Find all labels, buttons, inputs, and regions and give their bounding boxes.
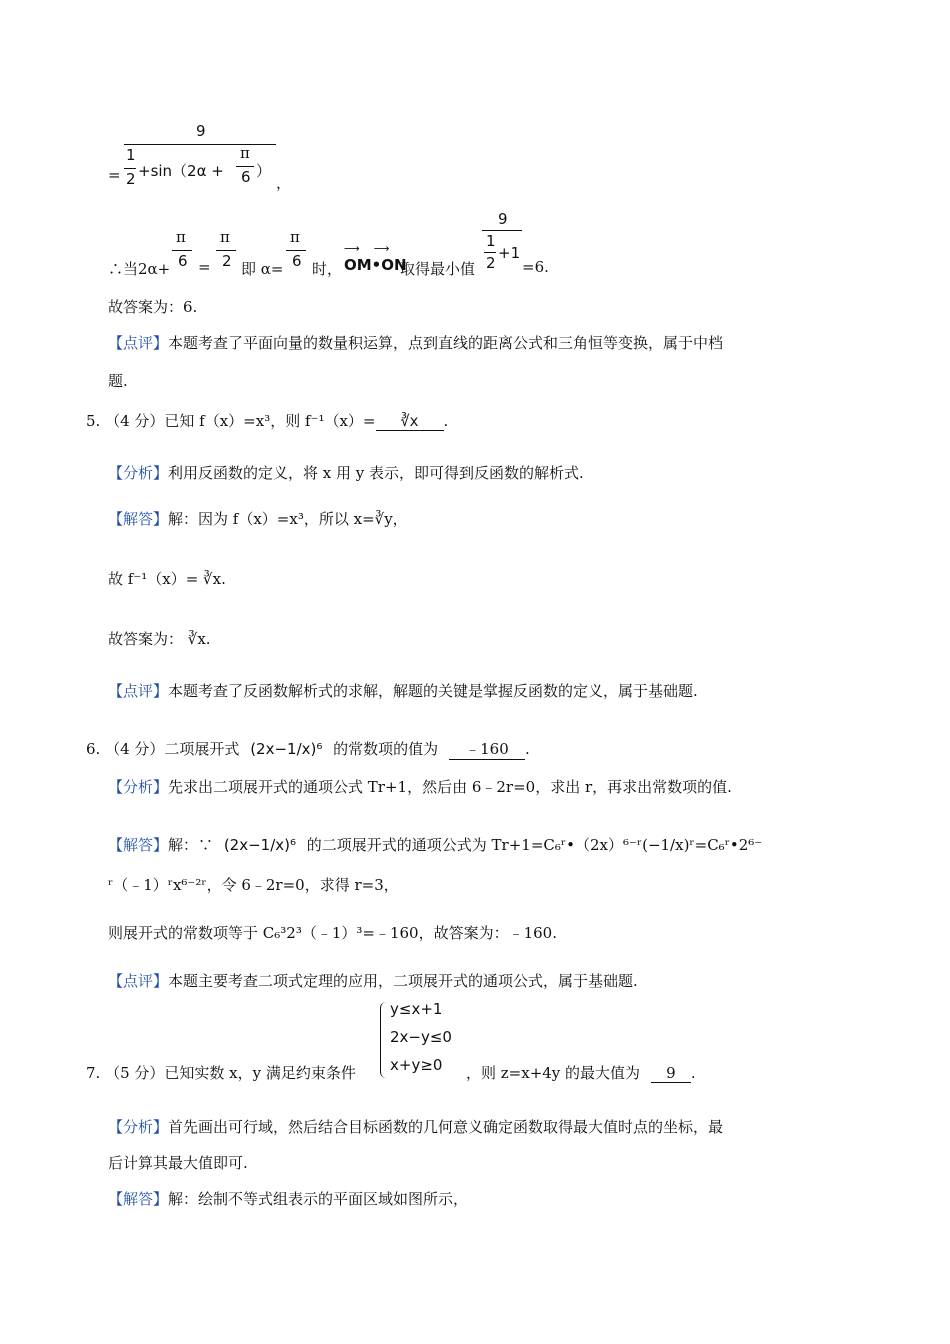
q6-answer-blank: ﹣160 xyxy=(449,738,525,760)
q7-analysis-text: 首先画出可行域，然后结合目标函数的几何意义确定函数取得最大值时点的坐标，最 xyxy=(168,1118,724,1136)
q6-line-3: 则展开式的常数项等于 C₆³2³（﹣1）³=﹣160，故答案为：﹣160. xyxy=(108,924,557,942)
therefore-pi1: π xyxy=(176,228,186,246)
comment-1 xyxy=(108,332,723,353)
q5-num: 5. xyxy=(86,412,101,430)
question-6 xyxy=(86,738,530,760)
comment-1-tag: 【点评】 xyxy=(108,334,169,352)
q6-comment xyxy=(108,970,638,991)
therefore-mbar xyxy=(482,230,522,231)
top-half-den: 2 xyxy=(126,170,136,188)
therefore-pi2: π xyxy=(220,228,230,246)
q7-text-b: ，则 z=x+4y 的最大值为 xyxy=(466,1064,641,1082)
therefore-bar1 xyxy=(172,250,192,251)
q6-analysis xyxy=(108,776,732,797)
q6-end: . xyxy=(524,740,530,758)
top-frac-numerator: 9 xyxy=(196,122,206,140)
q6-solution-b: 的二项展开式的通项公式为 Tr+1=C₆ʳ•（2x）⁶⁻ʳ(−1/x)ʳ=C₆ʳ•2⁶⁻ xyxy=(306,836,763,854)
top-eq: = xyxy=(108,166,121,184)
q5-comment-tag: 【点评】 xyxy=(108,682,169,700)
q6-analysis-tag: 【分析】 xyxy=(108,778,169,796)
q7-brace xyxy=(380,1002,387,1078)
q5-analysis-tag: 【分析】 xyxy=(108,464,169,482)
top-close: ） xyxy=(256,162,272,180)
answer-line-1: 故答案为：6. xyxy=(108,298,198,316)
question-7-b xyxy=(466,1062,696,1083)
q7-num: 7. xyxy=(86,1064,101,1082)
therefore-shi: 时， xyxy=(312,260,343,278)
therefore-mden-den: 2 xyxy=(486,254,496,272)
q5-text: （4 分）已知 f（x）=x³，则 f⁻¹（x）= xyxy=(105,412,376,430)
q6-solution xyxy=(108,834,762,855)
q5-line-3: 故答案为： ∛x. xyxy=(108,630,211,648)
therefore-d3: 6 xyxy=(292,252,302,270)
therefore-mnum: 9 xyxy=(498,210,508,228)
comment-1-cont: 题. xyxy=(108,372,128,390)
q7-end: . xyxy=(690,1064,696,1082)
q7-answer-blank: 9 xyxy=(651,1064,691,1083)
therefore-lead: ∴当2α+ xyxy=(108,260,171,278)
top-half-bar xyxy=(124,168,136,169)
q6-num: 6. xyxy=(86,740,101,758)
q7-constraint-2: 2x−y≤0 xyxy=(390,1028,452,1046)
q5-line-2: 故 f⁻¹（x）= ∛x. xyxy=(108,570,226,588)
q7-solution-tag: 【解答】 xyxy=(108,1190,169,1208)
q6-comment-tag: 【点评】 xyxy=(108,972,169,990)
q7-constraints xyxy=(380,1000,470,1084)
therefore-min: 取得最小值 xyxy=(400,260,476,278)
comment-1-text: 本题考查了平面向量的数量积运算，点到直线的距离公式和三角恒等变换，属于中档 xyxy=(168,334,724,352)
q6-line-2: ʳ（﹣1）ʳx⁶⁻²ʳ，令 6﹣2r=0，求得 r=3， xyxy=(108,876,399,894)
top-six: 6 xyxy=(241,168,251,186)
therefore-result: =6. xyxy=(522,258,549,276)
therefore-eq: = xyxy=(198,258,211,276)
q6-analysis-text: 先求出二项展开式的通项公式 Tr+1，然后由 6﹣2r=0，求出 r，再求出常数项的值. xyxy=(168,778,732,796)
q6-comment-text: 本题主要考查二项式定理的应用，二项展开式的通项公式，属于基础题. xyxy=(168,972,638,990)
therefore-pi3: π xyxy=(290,228,300,246)
therefore-line xyxy=(108,210,608,280)
q6-solution-a: 解：∵ xyxy=(168,836,214,854)
q7-solution xyxy=(108,1188,468,1209)
q7-constraint-3: x+y≥0 xyxy=(390,1056,443,1074)
q6-solution-tag: 【解答】 xyxy=(108,836,169,854)
q5-comment-text: 本题考查了反函数解析式的求解，解题的关键是掌握反函数的定义，属于基础题. xyxy=(168,682,698,700)
therefore-vec: OM•ON xyxy=(344,256,407,274)
top-sin-text: +sin（2α + xyxy=(138,162,224,180)
top-half-num: 1 xyxy=(126,146,136,164)
therefore-mden-tail: +1 xyxy=(498,244,521,262)
q7-analysis-cont: 后计算其最大值即可. xyxy=(108,1154,248,1172)
therefore-mden-bar xyxy=(484,252,496,253)
q7-text-a: （5 分）已知实数 x，y 满足约束条件 xyxy=(105,1064,356,1082)
q7-solution-text: 解：绘制不等式组表示的平面区域如图所示， xyxy=(168,1190,469,1208)
q7-analysis xyxy=(108,1116,723,1137)
q6-solution-expr: (2x−1/x)⁶ xyxy=(223,836,296,854)
q6-text-b: 的常数项的值为 xyxy=(333,740,439,758)
question-5 xyxy=(86,410,448,431)
q5-answer-blank: ∛x xyxy=(376,412,444,431)
q5-solution-text: 解：因为 f（x）=x³，所以 x=∛y， xyxy=(168,510,408,528)
q5-solution xyxy=(108,508,408,529)
q5-end: . xyxy=(443,412,449,430)
therefore-mden-num: 1 xyxy=(486,232,496,250)
q5-comment xyxy=(108,680,698,701)
therefore-bar3 xyxy=(286,250,306,251)
q6-text-a: （4 分）二项展开式 xyxy=(105,740,240,758)
therefore-ji: 即 α= xyxy=(241,260,284,278)
q5-analysis xyxy=(108,462,584,483)
q7-constraint-1: y≤x+1 xyxy=(390,1000,443,1018)
therefore-d1: 6 xyxy=(178,252,188,270)
top-pi: π xyxy=(240,144,250,162)
q5-analysis-text: 利用反函数的定义，将 x 用 y 表示，即可得到反函数的解析式. xyxy=(168,464,584,482)
top-comma: ， xyxy=(276,174,292,192)
q6-expr: (2x−1/x)⁶ xyxy=(250,740,323,758)
question-7 xyxy=(86,1062,356,1083)
q5-solution-tag: 【解答】 xyxy=(108,510,169,528)
vector-arrows: ⟶ ⟶ xyxy=(344,242,390,255)
therefore-d2: 2 xyxy=(222,252,232,270)
therefore-bar2 xyxy=(216,250,236,251)
top-pi-bar xyxy=(236,166,254,167)
q7-analysis-tag: 【分析】 xyxy=(108,1118,169,1136)
top-frac-bar xyxy=(124,144,276,145)
